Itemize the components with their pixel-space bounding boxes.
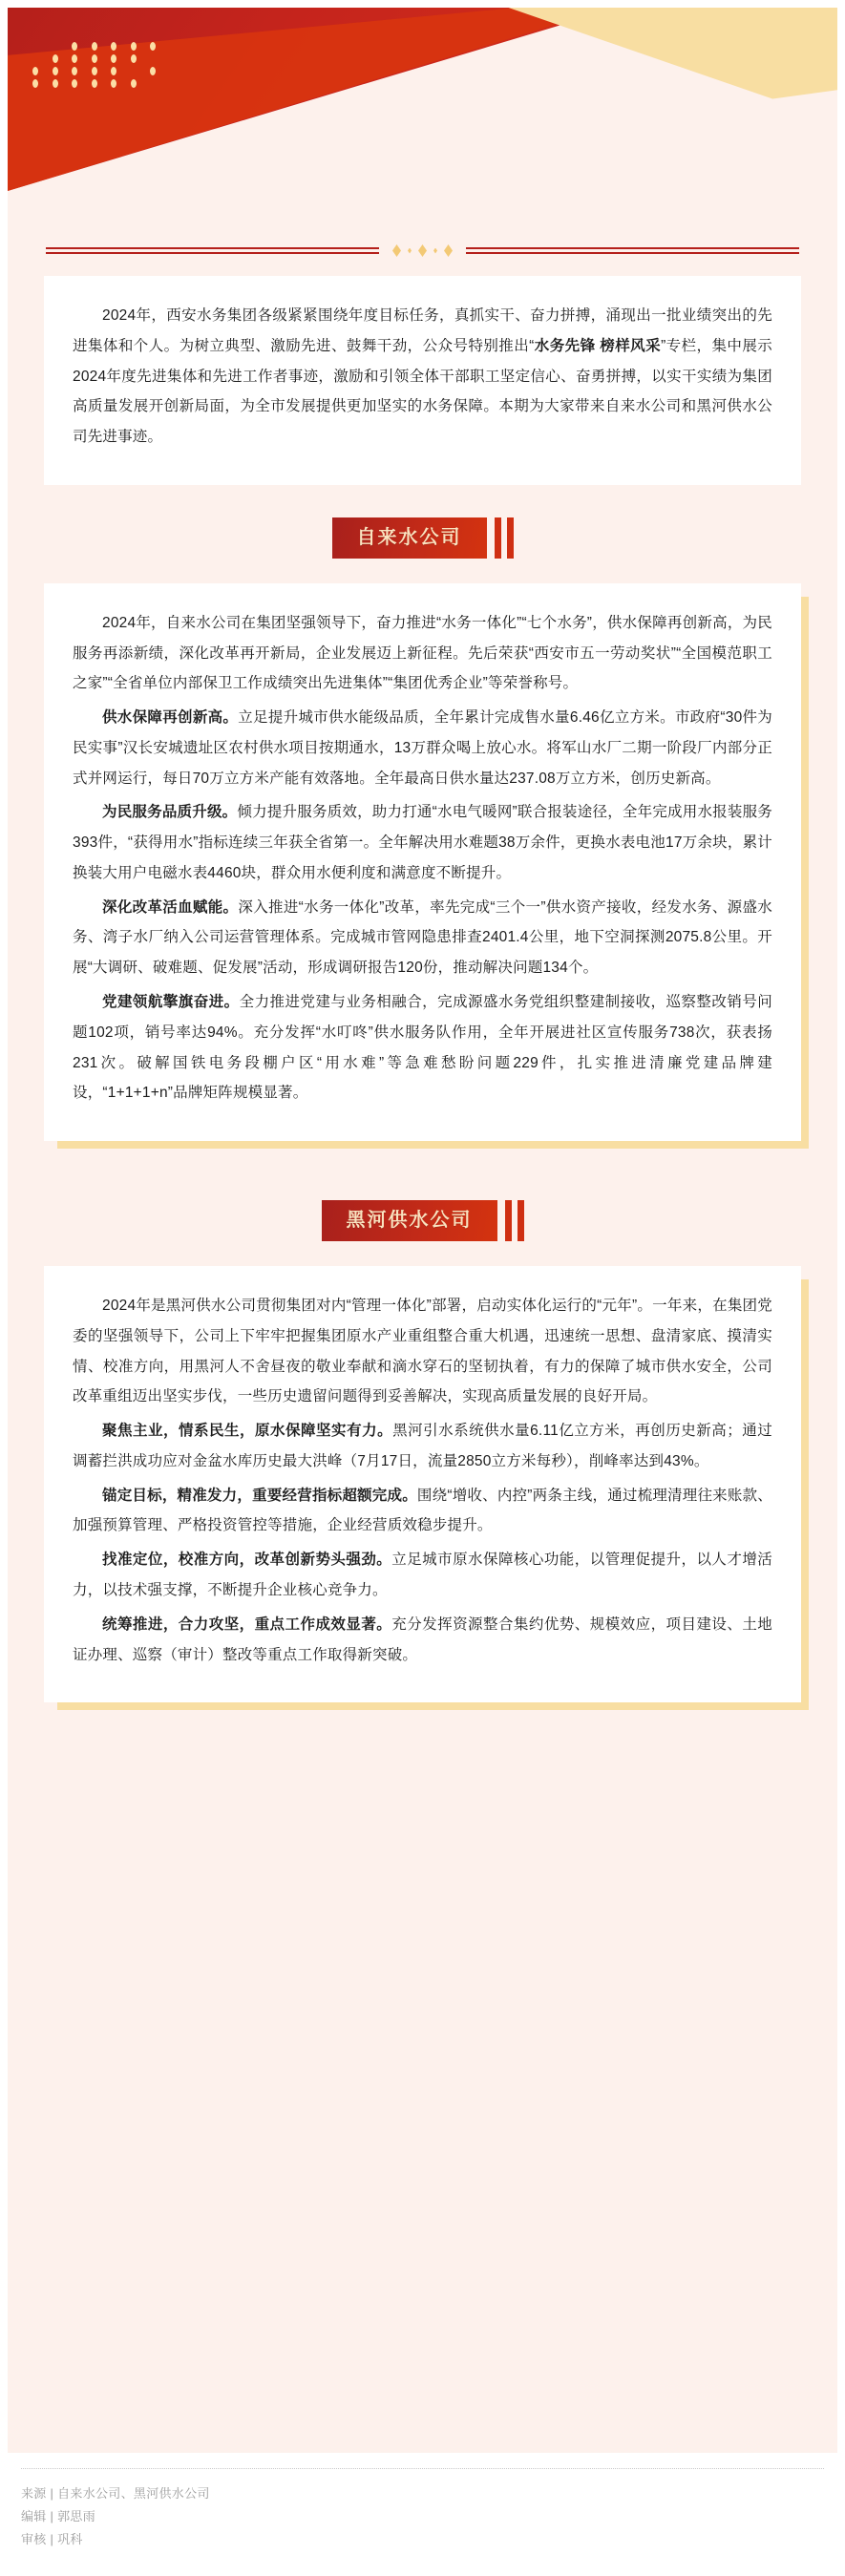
section-paragraph — [73, 1481, 772, 1542]
divider-rule-left — [46, 247, 379, 254]
body-text: 2024年，西安水务集团各级紧紧围绕年度目标任务，真抓实干、奋力拼搏，涌现出一批业绩突出的先进集体和个人。为树立典型、激励先进、鼓舞干劲，公众号特别推出“ — [73, 307, 772, 354]
body-text: 立足城市原水保障核心功能，以管理促提升，以人才增活力，以技术强支撑，不断提升企业核心竞争力。 — [73, 1552, 772, 1598]
divider-gems — [392, 244, 453, 257]
sections-host — [8, 485, 837, 1702]
footer-source-line: 来源 | 自来水公司、黑河供水公司 — [21, 2485, 210, 2501]
section-paragraph — [73, 1416, 772, 1477]
diamond-small-icon — [408, 248, 412, 254]
body-text: 全力推进党建与业务相融合，完成源盛水务党组织整建制接收，巡察整改销号问题102项，销号率达94%。充分发挥“水叮咚”供水服务队作用，全年开展进社区宣传服务738次，获表扬231次。破解国铁电务段棚户区“用水难”等急难愁盼问题229件，扎实推进清廉党建品牌建设，“1+1+1+n”品牌矩阵规模显著。 — [73, 994, 772, 1102]
section-paragraph — [73, 703, 772, 793]
footer-editor-line: 编辑 | 郭思雨 — [21, 2508, 96, 2523]
lead-phrase: 为民服务品质升级。 — [102, 804, 238, 821]
section-title-plate: 黑河供水公司 — [322, 1200, 497, 1241]
footer — [0, 2453, 845, 2576]
section-bar-decoration — [505, 1200, 512, 1241]
section-paragraph — [73, 1545, 772, 1606]
body-text: 充分发挥资源整合集约优势、规模效应，项目建设、土地证办理、巡察（审计）整改等重点工作取得新突破。 — [73, 1615, 772, 1663]
section-header-inner — [332, 517, 514, 559]
divider-rule-right — [466, 247, 799, 254]
section-paragraph — [73, 1291, 772, 1412]
footer-reviewer-line: 审核 | 巩科 — [21, 2531, 83, 2546]
body-text: 2024年是黑河供水公司贯彻集团对内“管理一体化”部署，启动实体化运行的“元年”。一年来，在集团党委的坚强领导下，公司上下牢牢把握集团原水产业重组整合重大机遇，迅速统一思想、盘清家底、摸清实情、校准方向，用黑河人不舍昼夜的敬业奉献和滴水穿石的坚韧执着，有力的保障了城市供水安全，公司改革重组迈出坚实步伐，一些历史遗留问题得到妥善解决，实现高质量发展的良好开局。 — [73, 1298, 772, 1405]
section-header-1 — [8, 485, 837, 583]
header-banner — [8, 8, 837, 191]
section-card-2 — [44, 1266, 801, 1702]
lead-phrase: 统筹推进，合力攻坚，重点工作成效显著。 — [102, 1615, 392, 1633]
diamond-ornament-divider — [8, 191, 837, 276]
diamond-icon — [392, 244, 401, 257]
intro-card — [44, 276, 801, 485]
body-text: ”专栏，集中展示2024年度先进集体和先进工作者事迹，激励和引领全体干部职工坚定信心、奋勇拼搏，以实干实绩为集团高质量发展开创新局面，为全市发展提供更加坚实的水务保障。本期为大家带来自来水公司和黑河供水公司先进事迹。 — [73, 337, 773, 446]
lead-phrase: 深化改革活血赋能。 — [102, 898, 239, 916]
section-bar-decoration — [507, 517, 514, 559]
body-text: 倾力提升服务质效，助力打通“水电气暖网”联合报装途径，全年完成用水报装服务393件，“获得用水”指标连续三年获全省第一。全年解决用水难题38万余件，更换水表电池17万余块，累计换装大用户电磁水表4460块，群众用水便利度和满意度不断提升。 — [73, 804, 772, 881]
body-text: 立足提升城市供水能级品质，全年累计完成售水量6.46亿立方米。市政府“30件为民实事”汉长安城遗址区农村供水项目按期通水，13万群众喝上放心水。将军山水厂二期一阶段厂内部分正式并网运行，每日70万立方米产能有效落地。全年最高日供水量达237.08万立方米，创历史新高。 — [73, 709, 772, 787]
section-title-plate: 自来水公司 — [332, 517, 487, 559]
lead-phrase: 水务先锋 榜样风采 — [534, 337, 662, 354]
lead-phrase: 锚定目标，精准发力，重要经营指标超额完成。 — [102, 1487, 417, 1504]
section-header-bars — [505, 1200, 524, 1241]
intro-paragraph — [73, 301, 772, 453]
section-bar-decoration — [518, 1200, 524, 1241]
diamond-small-icon — [433, 248, 437, 254]
lead-phrase: 找准定位，校准方向，改革创新势头强劲。 — [102, 1552, 392, 1569]
section-paragraph — [73, 1610, 772, 1671]
section-header-inner — [322, 1200, 524, 1241]
section-bar-decoration — [495, 517, 501, 559]
body-text: 黑河引水系统供水量6.11亿立方米，再创历史新高；通过调蓄拦洪成功应对金盆水库历史最大洪峰（7月17日，流量2850立方米每秒），削峰率达到43%。 — [73, 1423, 772, 1469]
section-paragraph — [73, 893, 772, 983]
diamond-icon — [444, 244, 453, 257]
section-header-bars — [495, 517, 514, 559]
section-header-2 — [8, 1168, 837, 1266]
content-area — [8, 191, 837, 2453]
lead-phrase: 聚焦主业，情系民生，原水保障坚实有力。 — [102, 1423, 393, 1440]
dot-pattern-decoration — [32, 42, 166, 88]
lead-phrase: 党建领航擎旗奋进。 — [102, 994, 240, 1011]
body-text: 2024年，自来水公司在集团坚强领导下，奋力推进“水务一体化”“七个水务”，供水保障再创新高，为民服务再添新绩，深化改革再开新局，企业发展迈上新征程。先后荣获“西安市五一劳动奖状”“全国模范职工之家”“全省单位内部保卫工作成绩突出先进集体”“集团优秀企业”等荣誉称号。 — [73, 614, 772, 692]
section-paragraph — [73, 608, 772, 699]
footer-divider — [21, 2468, 824, 2469]
section-card-1 — [44, 583, 801, 1141]
body-text: 深入推进“水务一体化”改革，率先完成“三个一”供水资产接收，经发水务、源盛水务、湾子水厂纳入公司运营管理体系。完成城市管网隐患排查2401.4公里，地下空洞探测2075.8公里。开展“大调研、破难题、促发展”活动，形成调研报告120份，推动解决问题134个。 — [73, 898, 772, 977]
diamond-icon — [418, 244, 427, 257]
section-paragraph — [73, 987, 772, 1109]
section-paragraph — [73, 797, 772, 888]
body-text: 围绕“增收、内控”两条主线，通过梳理清理往来账款、加强预算管理、严格投资管控等措施，企业经营质效稳步提升。 — [73, 1487, 772, 1534]
lead-phrase: 供水保障再创新高。 — [102, 709, 239, 727]
